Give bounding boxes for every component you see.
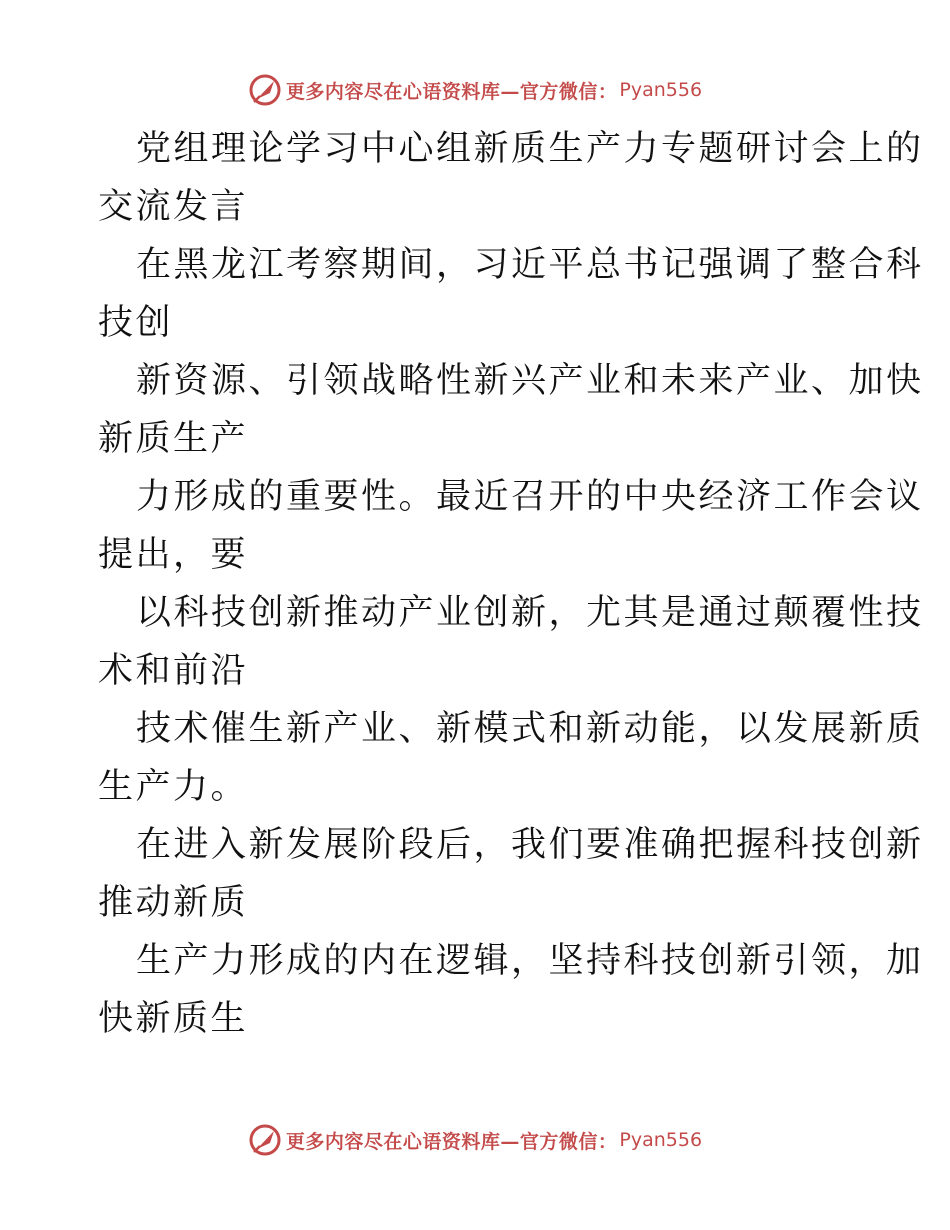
- banner-wechat-id: Pyan556: [619, 79, 703, 101]
- banner-text: 更多内容尽在心语资料库—官方微信：: [285, 1130, 618, 1153]
- paragraph-line: 党组理论学习中心组新质生产力专题研讨会上的: [136, 129, 924, 169]
- banner-wechat-id: Pyan556: [619, 1129, 703, 1151]
- paragraph: [98, 236, 924, 352]
- paragraph: [98, 932, 924, 1048]
- paragraph: [98, 700, 924, 816]
- paragraph-line: 技术催生新产业、新模式和新动能，以发展新质: [136, 709, 924, 749]
- paragraph: [98, 352, 924, 468]
- paragraph-line: 技创: [98, 303, 174, 343]
- paragraph: [98, 468, 924, 584]
- paragraph-line: 推动新质: [98, 883, 249, 923]
- paragraph-line: 在进入新发展阶段后，我们要准确把握科技创新: [136, 825, 924, 865]
- paragraph-line: 力形成的重要性。最近召开的中央经济工作会议: [136, 477, 924, 517]
- paragraph: [98, 584, 924, 700]
- header-watermark-banner: [0, 70, 950, 110]
- paragraph: [98, 816, 924, 932]
- paragraph-line: 生产力形成的内在逻辑，坚持科技创新引领，加: [136, 941, 924, 981]
- quill-logo-icon: [248, 1123, 282, 1157]
- banner-text: 更多内容尽在心语资料库—官方微信：: [285, 80, 618, 103]
- paragraph: [98, 120, 924, 236]
- paragraph-line: 交流发言: [98, 187, 249, 227]
- paragraph-line: 以科技创新推动产业创新，尤其是通过颠覆性技: [136, 593, 924, 633]
- paragraph-line: 提出，要: [98, 535, 249, 575]
- paragraph-line: 在黑龙江考察期间，习近平总书记强调了整合科: [136, 245, 924, 285]
- document-body: [98, 120, 924, 1048]
- footer-watermark-banner: [0, 1120, 950, 1160]
- paragraph-line: 术和前沿: [98, 651, 249, 691]
- paragraph-line: 新质生产: [98, 419, 249, 459]
- paragraph-line: 生产力。: [98, 767, 249, 807]
- paragraph-line: 快新质生: [98, 999, 249, 1039]
- paragraph-line: 新资源、引领战略性新兴产业和未来产业、加快: [136, 361, 924, 401]
- quill-logo-icon: [248, 73, 282, 107]
